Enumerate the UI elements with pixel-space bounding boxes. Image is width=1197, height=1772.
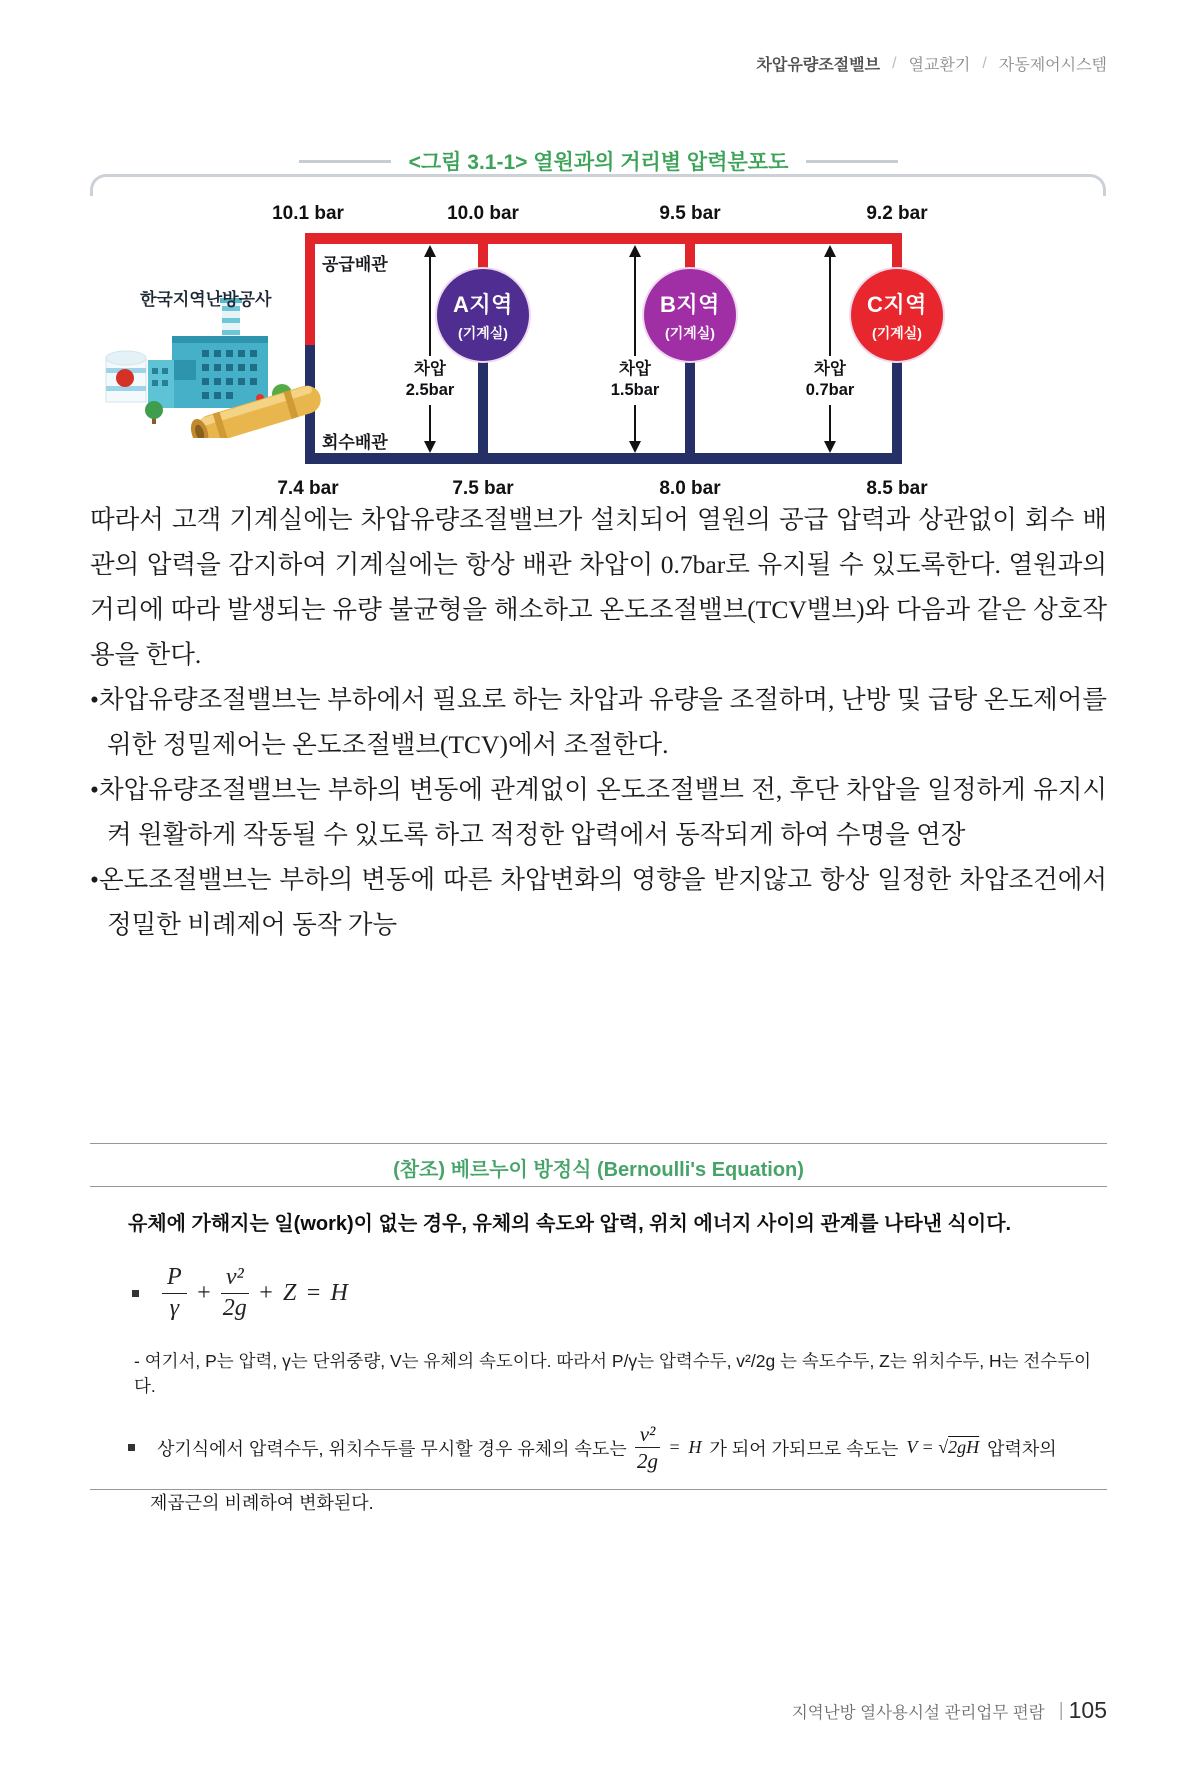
fraction-denominator: 2g xyxy=(637,1449,659,1474)
fraction-numerator: P xyxy=(162,1264,187,1294)
return-pressure-1: 7.5 bar xyxy=(452,478,514,499)
zone-a-return-branch xyxy=(478,360,488,453)
dp-arrow-zone-b xyxy=(595,245,675,453)
breadcrumb-item-current: 차압유량조절밸브 xyxy=(756,57,881,74)
zone-b-name: B지역 xyxy=(660,291,720,317)
breadcrumb-separator: / xyxy=(892,54,897,72)
plus-sign: + xyxy=(195,1279,212,1306)
zone-c-name: C지역 xyxy=(867,291,927,317)
footer xyxy=(792,1697,1107,1724)
return-pipe xyxy=(305,453,902,464)
note2-fraction xyxy=(635,1422,661,1473)
body-paragraph: 따라서 고객 기계실에는 차압유량조절밸브가 설치되어 열원의 공급 압력과 상관없이 회수 배관의 압력을 감지하여 기계실에는 항상 배관 차압이 0.7bar로 유지될 수 있도록한다. 열원과의 거리에 따라 발생되는 유량 불균형을 해소하고 온도조절밸브(TCV밸브)와 다음과 같은 상호작용을 한다. xyxy=(90,505,1107,669)
zone-b-return-branch xyxy=(685,360,695,453)
reference-divider-mid xyxy=(90,1186,1107,1187)
fraction-numerator: v² xyxy=(221,1264,249,1294)
supply-pressure-0: 10.1 bar xyxy=(272,203,344,224)
fraction-denominator: γ xyxy=(169,1294,180,1321)
arrow-up-icon xyxy=(824,245,836,257)
fraction-numerator: v² xyxy=(635,1422,661,1448)
equals-sign: = xyxy=(668,1437,681,1458)
bullet-item-1: • 차압유량조절밸브는 부하에서 필요로 하는 차압과 유량을 조절하며, 난방 및 급탕 온도제어를 위한 정밀제어는 온도조절밸브(TCV)에서 조절한다. xyxy=(90,677,1107,767)
velocity-equation xyxy=(906,1437,979,1458)
arrow-up-icon xyxy=(424,245,436,257)
breadcrumb-item-heat-exchanger: 열교환기 xyxy=(908,57,971,74)
formula-fraction-velocity xyxy=(221,1264,249,1322)
supply-pressure-3: 9.2 bar xyxy=(866,203,928,224)
reference-divider-bottom xyxy=(90,1489,1107,1490)
square-bullet-icon xyxy=(132,1290,139,1297)
bullet-list xyxy=(90,677,1107,947)
reference-header: (참조) 베르누이 방정식 (Bernoulli's Equation) xyxy=(393,1159,804,1181)
note2-mid-text: 가 되어 가되므로 속도는 xyxy=(709,1438,899,1459)
dp-value: 1.5bar xyxy=(610,381,660,400)
title-dash-right xyxy=(806,160,898,163)
bullet-item-3: • 온도조절밸브는 부하의 변동에 따른 차압변화의 영향을 받지않고 항상 일정한 차압조건에서 정밀한 비례제어 동작 가능 xyxy=(90,857,1107,947)
reference-note-2 xyxy=(128,1422,1093,1473)
bullet-item-2: • 차압유량조절밸브는 부하의 변동에 관계없이 온도조절밸브 전, 후단 차압을 일정하게 유지시켜 원활하게 작동될 수 있도록 하고 적정한 압력에서 동작되게 하여 수명을 연장 xyxy=(90,767,1107,857)
reference-divider-top xyxy=(90,1143,1107,1144)
reference-intro: 유체에 가해지는 일(work)이 없는 경우, 유체의 속도와 압력, 위치 에너지 사이의 관계를 나타낸 식이다. xyxy=(128,1213,1012,1235)
plant-label: 한국지역난방공사 xyxy=(140,290,272,309)
reference-note-2-line2: 제곱근의 비례하여 변화된다. xyxy=(150,1493,374,1514)
plus-sign: + xyxy=(257,1279,274,1306)
dp-label-zone-c xyxy=(806,356,855,405)
arrow-line xyxy=(634,257,636,356)
return-pipe-label: 회수배관 xyxy=(322,433,388,452)
arrow-down-icon xyxy=(629,441,641,453)
dp-value: 2.5bar xyxy=(405,381,455,400)
return-pressure-0: 7.4 bar xyxy=(277,478,339,499)
supply-pressure-1: 10.0 bar xyxy=(447,203,519,224)
arrow-up-icon xyxy=(629,245,641,257)
arrow-down-icon xyxy=(424,441,436,453)
arrow-line xyxy=(829,405,831,441)
supply-pipe xyxy=(305,233,902,244)
dp-word: 차압 xyxy=(814,359,846,378)
bernoulli-formula xyxy=(132,1264,1093,1322)
plant-illustration xyxy=(102,298,337,438)
dp-word: 차압 xyxy=(414,359,446,378)
return-pressure-2: 8.0 bar xyxy=(659,478,721,499)
note2-pre-text: 상기식에서 압력수두, 위치수두를 무시할 경우 유체의 속도는 xyxy=(157,1438,627,1459)
arrow-line xyxy=(634,405,636,441)
title-dash-left xyxy=(299,160,391,163)
dp-arrow-zone-a xyxy=(390,245,470,453)
total-head-term: H xyxy=(330,1279,348,1306)
return-pressure-3: 8.5 bar xyxy=(866,478,928,499)
reference-note-1: - 여기서, P는 압력, γ는 단위중량, V는 유체의 속도이다. 따라서 P/γ는 압력수두, v²/2g 는 속도수두, Z는 위치수두, H는 전수두이다. xyxy=(134,1351,1091,1397)
breadcrumb xyxy=(756,52,1107,75)
dp-label-zone-b xyxy=(611,356,660,405)
velocity-term: V = xyxy=(906,1437,934,1458)
square-bullet-icon xyxy=(128,1444,135,1451)
figure-frame xyxy=(90,174,1106,196)
fraction-denominator: 2g xyxy=(222,1294,247,1321)
arrow-line xyxy=(829,257,831,356)
zone-c-return-branch xyxy=(892,360,902,453)
figure-title: <그림 3.1-1> 열원과의 거리별 압력분포도 xyxy=(408,151,789,174)
dp-value: 0.7bar xyxy=(805,381,855,400)
zone-b-room: (기계실) xyxy=(665,324,715,341)
dp-word: 차압 xyxy=(619,359,651,378)
dp-arrow-zone-c xyxy=(790,245,870,453)
footer-separator: | xyxy=(1058,1699,1064,1721)
formula-fraction-pressure xyxy=(162,1264,187,1322)
reference-body xyxy=(128,1207,1093,1515)
elevation-term: Z xyxy=(282,1279,297,1306)
zone-a-name: A지역 xyxy=(453,291,513,317)
arrow-line xyxy=(429,257,431,356)
pressure-distribution-diagram xyxy=(90,195,1107,517)
footer-page-number: 105 xyxy=(1068,1697,1107,1723)
arrow-line xyxy=(429,405,431,441)
figure-title-row xyxy=(0,146,1197,176)
sqrt-sign: √ xyxy=(938,1437,949,1458)
zone-c-room: (기계실) xyxy=(872,324,922,341)
radicand: 2gH xyxy=(948,1437,980,1458)
total-head-term: H xyxy=(688,1437,702,1458)
equals-sign: = xyxy=(305,1279,322,1306)
breadcrumb-separator: / xyxy=(982,54,987,72)
zone-a-room: (기계실) xyxy=(458,324,508,341)
breadcrumb-item-auto-control: 자동제어시스템 xyxy=(998,57,1107,74)
supply-pipe-label: 공급배관 xyxy=(322,255,388,274)
note2-post-text: 압력차의 xyxy=(987,1438,1057,1459)
arrow-down-icon xyxy=(824,441,836,453)
supply-pressure-2: 9.5 bar xyxy=(659,203,721,224)
body-text xyxy=(90,497,1107,947)
dp-label-zone-a xyxy=(406,356,455,405)
footer-manual-title: 지역난방 열사용시설 관리업무 편람 xyxy=(791,1703,1045,1722)
